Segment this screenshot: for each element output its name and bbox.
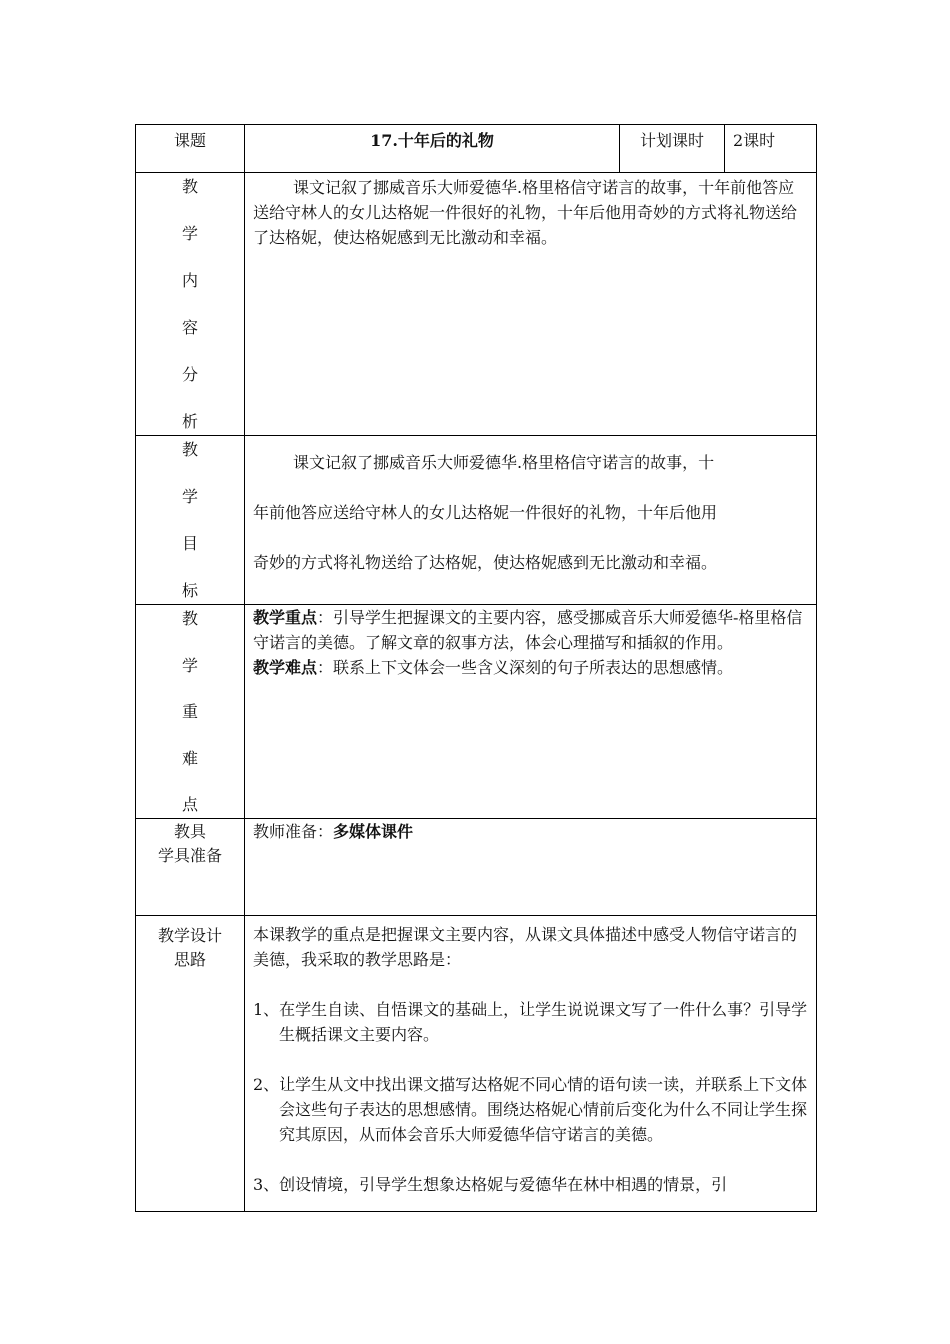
label-char: 分 — [181, 365, 198, 384]
teaching-goals-label-cell — [136, 436, 245, 605]
teaching-goals-label — [136, 436, 244, 603]
key-focus-paragraph — [253, 605, 808, 655]
label-char: 目 — [181, 534, 198, 553]
design-step: 1、在学生自读、自悟课文的基础上，让学生说说课文写了一件什么事？引导学生概括课文主要内容。 — [253, 1000, 808, 1044]
planned-hours-label: 计划课时 — [639, 131, 704, 150]
key-points-label-cell — [136, 605, 245, 819]
label-char: 点 — [181, 795, 198, 814]
label-char: 难 — [181, 748, 198, 768]
label-char: 标 — [181, 581, 198, 600]
design-label-cell — [136, 916, 245, 1212]
label-char: 教 — [181, 609, 198, 628]
design-row — [136, 916, 817, 1212]
key-difficulty-label: 教学难点 — [253, 658, 318, 677]
key-points-text — [245, 605, 816, 680]
label-char: 教 — [181, 440, 198, 459]
teaching-goals-row — [136, 436, 817, 605]
materials-text — [245, 819, 816, 844]
materials-label — [136, 819, 244, 868]
label-char: 重 — [181, 702, 198, 721]
label-char: 析 — [181, 412, 198, 431]
key-points-cell — [245, 605, 817, 819]
lesson-title: 17.十年后的礼物 — [370, 131, 494, 150]
materials-label-cell — [136, 819, 245, 916]
content-analysis-cell — [245, 173, 817, 436]
materials-row — [136, 819, 817, 916]
key-difficulty-text: ：联系上下文体会一些含义深刻的句子所表达的思想感情。 — [317, 658, 734, 677]
design-label-line: 教学设计 — [157, 926, 222, 945]
content-analysis-row — [136, 173, 817, 436]
design-cell — [245, 916, 817, 1212]
label-char: 学 — [181, 655, 198, 675]
teaching-goals-cell — [245, 436, 817, 605]
design-step: 3、创设情境，引导学生想象达格妮与爱德华在林中相遇的情景，引 — [253, 1175, 728, 1194]
topic-label: 课题 — [173, 131, 206, 150]
design-intro: 本课教学的重点是把握课文主要内容，从课文具体描述中感受人物信守诺言的美德，我采取的教学思路是： — [253, 925, 798, 969]
topic-label-cell — [136, 125, 245, 173]
title-cell — [245, 125, 620, 173]
planned-value-cell — [725, 125, 817, 173]
teaching-goals-line: 奇妙的方式将礼物送给了达格妮，使达格妮感到无比激动和幸福。 — [253, 553, 718, 572]
teaching-goals-text — [245, 436, 816, 588]
content-analysis-label-cell — [136, 173, 245, 436]
materials-label-line: 教具 — [173, 822, 206, 841]
key-focus-label: 教学重点 — [253, 608, 318, 627]
planned-label-cell — [620, 125, 725, 173]
header-row — [136, 125, 817, 173]
content-analysis-text: 课文记叙了挪威音乐大师爱德华.格里格信守诺言的故事，十年前他答应送给守林人的女儿达格妮一件很好的礼物，十年后他用奇妙的方式将礼物送给了达格妮，使达格妮感到无比激动和幸福。 — [253, 178, 798, 247]
key-difficulty-paragraph — [253, 655, 808, 680]
lesson-plan-table — [135, 124, 817, 1212]
label-char: 学 — [181, 224, 198, 243]
design-text — [245, 916, 816, 1208]
design-step: 2、让学生从文中找出课文描写达格妮不同心情的语句读一读，并联系上下文体会这些句子表达的思想感情。围绕达格妮心情前后变化为什么不同让学生探究其原因，从而体会音乐大师爱德华信守诺言的美德。 — [253, 1075, 808, 1144]
label-char: 内 — [181, 271, 198, 290]
teaching-goals-line: 年前他答应送给守林人的女儿达格妮一件很好的礼物，十年后他用 — [253, 503, 718, 522]
label-char: 容 — [181, 318, 198, 337]
teaching-goals-line: 课文记叙了挪威音乐大师爱德华.格里格信守诺言的故事，十 — [293, 453, 715, 472]
planned-hours-value: 2课时 — [733, 131, 776, 150]
key-focus-text: ：引导学生把握课文的主要内容，感受挪威音乐大师爱德华-格里格信守诺言的美德。了解文章的叙事方法，体会心理描写和插叙的作用。 — [253, 608, 803, 652]
design-label — [136, 916, 244, 972]
label-char: 学 — [181, 487, 198, 506]
key-points-label — [136, 605, 244, 817]
key-points-row — [136, 605, 817, 819]
label-char: 教 — [181, 177, 198, 196]
materials-label-line: 学具准备 — [157, 846, 222, 865]
materials-cell — [245, 819, 817, 916]
content-analysis-label — [136, 173, 244, 434]
materials-prefix: 教师准备： — [253, 822, 334, 841]
materials-value: 多媒体课件 — [333, 822, 414, 841]
design-label-line: 思路 — [173, 950, 206, 969]
